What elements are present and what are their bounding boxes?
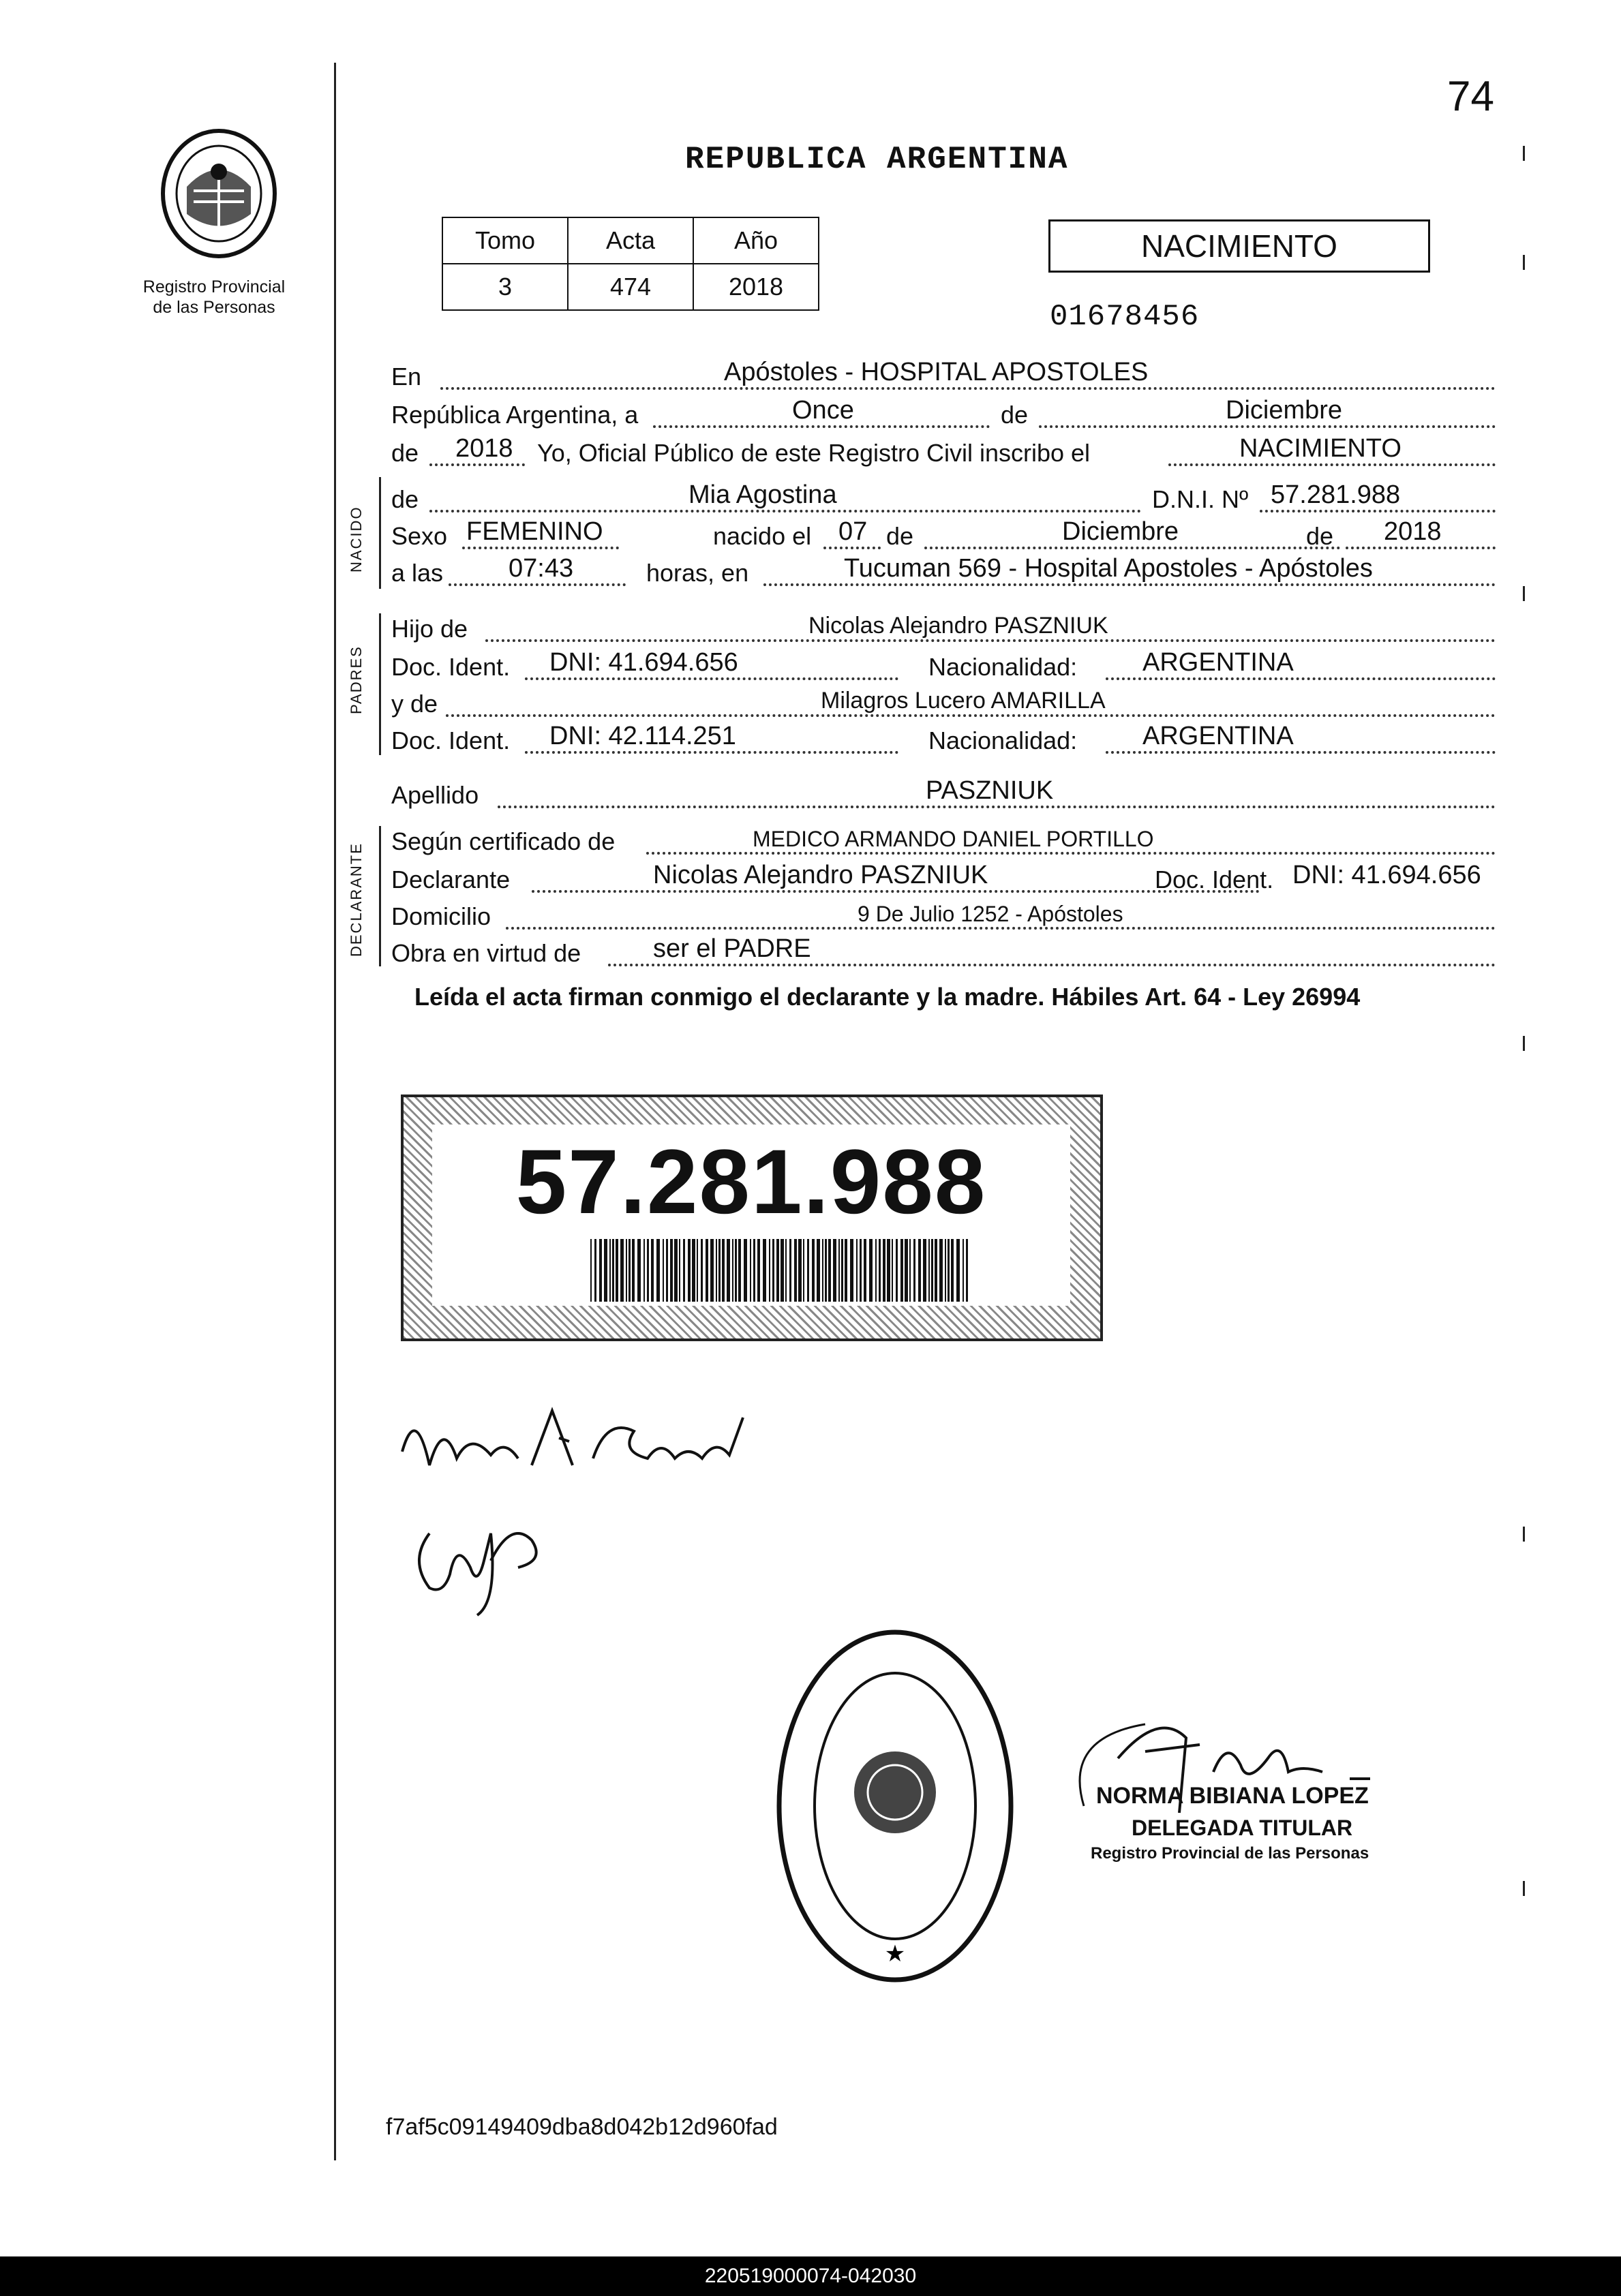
barcode-bar <box>735 1239 737 1302</box>
row-apellido <box>391 777 1496 814</box>
value-anio: 2018 <box>455 434 513 463</box>
barcode-bar <box>763 1239 766 1302</box>
dni-number-card <box>401 1095 1103 1341</box>
label-de: de <box>391 485 419 513</box>
dotted-fill <box>1106 751 1496 754</box>
barcode-bar <box>609 1239 611 1302</box>
value-apellido: PASZNIUK <box>926 776 1054 805</box>
edge-mark <box>1523 1527 1525 1542</box>
official-name: NORMA BIBIANA LOPEZ <box>1096 1783 1369 1809</box>
official-org: Registro Provincial de las Personas <box>1091 1844 1369 1863</box>
barcode-bar <box>706 1239 708 1302</box>
barcode-bar <box>656 1239 660 1302</box>
serial-number: 01678456 <box>1050 300 1200 334</box>
dni-card-inner <box>432 1124 1070 1306</box>
barcode-bar <box>833 1239 836 1302</box>
barcode-bar <box>887 1239 890 1302</box>
value-madre-doc: DNI: 42.114.251 <box>549 722 736 750</box>
barcode-bar <box>738 1239 741 1302</box>
row-padre-doc <box>391 649 1496 686</box>
value-padre-doc: DNI: 41.694.656 <box>549 648 738 677</box>
logo-caption <box>134 277 294 318</box>
label-republica: República Argentina, a <box>391 401 639 429</box>
legal-text: Leída el acta firman conmigo el declarante y la madre. Hábiles Art. 64 - Ley 26994 <box>414 983 1361 1011</box>
label-a-las: a las <box>391 559 444 587</box>
row-sexo <box>391 518 1496 555</box>
barcode-bar <box>616 1239 618 1302</box>
declarante-signature <box>389 1390 770 1496</box>
dotted-fill <box>608 964 1496 966</box>
declarante-bracket <box>379 826 381 966</box>
barcode-bar <box>727 1239 730 1302</box>
value-domicilio: 9 De Julio 1252 - Apóstoles <box>858 902 1123 926</box>
dotted-fill <box>506 927 1496 930</box>
barcode-bar <box>663 1239 664 1302</box>
barcode-bar <box>951 1239 954 1302</box>
barcode-bar <box>822 1239 823 1302</box>
edge-mark <box>1523 1036 1525 1051</box>
edge-mark <box>1523 586 1525 601</box>
record-type-box: NACIMIENTO <box>1048 219 1430 273</box>
barcode-bar <box>945 1239 946 1302</box>
barcode-bar <box>923 1239 926 1302</box>
barcode-bar <box>794 1239 797 1302</box>
barcode-bar <box>939 1239 943 1302</box>
dotted-fill <box>525 677 898 680</box>
value-hora: 07:43 <box>509 554 574 583</box>
barcode-graphic <box>590 1239 972 1302</box>
value-nacido-mes: Diciembre <box>1062 517 1179 546</box>
dotted-fill <box>532 890 1260 893</box>
register-value: 2018 <box>693 264 819 310</box>
barcode-bar <box>781 1239 784 1302</box>
row-madre-doc <box>391 722 1496 759</box>
register-value: 474 <box>568 264 693 310</box>
dotted-fill <box>440 387 1496 390</box>
barcode-bar <box>670 1239 673 1302</box>
barcode-bar <box>753 1239 755 1302</box>
value-lugar-nacimiento: Tucuman 569 - Hospital Apostoles - Apóstoles <box>844 554 1373 583</box>
padres-bracket <box>379 613 381 755</box>
footer-code-bar: 220519000074-042030 <box>0 2256 1621 2296</box>
value-madre-nacionalidad: ARGENTINA <box>1142 722 1294 750</box>
barcode-bar <box>683 1239 685 1302</box>
barcode-bar <box>856 1239 858 1302</box>
row-hora <box>391 555 1496 592</box>
value-declarante-doc: DNI: 41.694.656 <box>1292 861 1481 889</box>
barcode-bar <box>757 1239 760 1302</box>
value-sexo: FEMENINO <box>466 517 603 546</box>
value-nacido-anio: 2018 <box>1384 517 1442 546</box>
value-acto: NACIMIENTO <box>1239 434 1402 463</box>
label-de: de <box>391 439 419 467</box>
barcode-bar <box>963 1239 964 1302</box>
label-nacido-el: nacido el <box>713 522 812 550</box>
barcode-bar <box>948 1239 950 1302</box>
side-label-nacido: NACIDO <box>348 506 365 572</box>
barcode-bar <box>896 1239 898 1302</box>
barcode-bar <box>626 1239 627 1302</box>
page-number: 74 <box>1447 73 1494 120</box>
dotted-fill <box>653 425 990 428</box>
barcode-bar <box>841 1239 843 1302</box>
svg-text:★: ★ <box>884 1940 906 1968</box>
barcode-bar <box>772 1239 774 1302</box>
barcode-bar <box>905 1239 908 1302</box>
margin-line <box>334 63 336 2160</box>
value-certificado: MEDICO ARMANDO DANIEL PORTILLO <box>753 827 1154 851</box>
value-declarante: Nicolas Alejandro PASZNIUK <box>653 861 988 889</box>
nacido-bracket <box>379 477 381 589</box>
barcode-bar <box>817 1239 820 1302</box>
value-dni: 57.281.988 <box>1271 480 1401 509</box>
value-nombre: Mia Agostina <box>688 480 837 509</box>
official-role: DELEGADA TITULAR <box>1132 1816 1353 1840</box>
dni-card-number: 57.281.988 <box>515 1131 987 1233</box>
barcode-bar <box>744 1239 747 1302</box>
barcode-bar <box>612 1239 614 1302</box>
dotted-fill <box>1039 425 1496 428</box>
barcode-bar <box>966 1239 968 1302</box>
label-en: En <box>391 363 422 391</box>
barcode-bar <box>931 1239 933 1302</box>
barcode-bar <box>803 1239 804 1302</box>
barcode-bar <box>732 1239 733 1302</box>
label-sexo: Sexo <box>391 522 448 550</box>
dotted-fill <box>462 547 619 549</box>
barcode-bar <box>776 1239 779 1302</box>
dotted-fill <box>823 547 881 549</box>
logo-caption-line2: de las Personas <box>153 298 275 317</box>
register-value: 3 <box>442 264 568 310</box>
barcode-bar <box>883 1239 885 1302</box>
barcode-bar <box>875 1239 877 1302</box>
row-domicilio <box>391 898 1496 935</box>
barcode-bar <box>769 1239 770 1302</box>
dotted-fill <box>924 547 1340 549</box>
dotted-fill <box>449 583 626 586</box>
row-certificado <box>391 823 1496 860</box>
barcode-bar <box>825 1239 827 1302</box>
label-doc-ident: Doc. Ident. <box>1155 866 1274 893</box>
value-mes: Diciembre <box>1226 396 1343 425</box>
province-crest-logo <box>154 125 284 262</box>
barcode-bar <box>892 1239 893 1302</box>
barcode-bar <box>860 1239 862 1302</box>
barcode-bar <box>594 1239 596 1302</box>
dotted-fill <box>525 751 898 754</box>
dotted-fill <box>1260 510 1496 512</box>
registry-seal <box>769 1622 1021 1993</box>
barcode-bar <box>701 1239 703 1302</box>
barcode-bar <box>900 1239 903 1302</box>
document-hash: f7af5c09149409dba8d042b12d960fad <box>386 2114 778 2140</box>
barcode-bar <box>620 1239 624 1302</box>
value-nacido-dia: 07 <box>838 517 868 546</box>
barcode-bar <box>812 1239 815 1302</box>
value-obra: ser el PADRE <box>653 934 811 963</box>
value-madre: Milagros Lucero AMARILLA <box>821 688 1106 714</box>
barcode-bar <box>688 1239 691 1302</box>
barcode-bar <box>666 1239 668 1302</box>
register-value-row <box>442 264 819 310</box>
barcode-bar <box>697 1239 698 1302</box>
dotted-fill <box>429 510 1141 512</box>
register-header: Acta <box>568 217 693 264</box>
barcode-bar <box>692 1239 695 1302</box>
row-nombre <box>391 481 1496 518</box>
row-acto <box>391 435 1496 472</box>
barcode-bar <box>628 1239 631 1302</box>
label-hijo-de: Hijo de <box>391 615 468 643</box>
barcode-bar <box>604 1239 607 1302</box>
label-y-de: y de <box>391 690 438 718</box>
barcode-bar <box>845 1239 847 1302</box>
row-madre <box>391 686 1496 722</box>
barcode-bar <box>785 1239 787 1302</box>
barcode-bar <box>637 1239 641 1302</box>
barcode-bar <box>918 1239 921 1302</box>
barcode-bar <box>956 1239 960 1302</box>
label-doc-ident: Doc. Ident. <box>391 726 511 754</box>
barcode-bar <box>828 1239 831 1302</box>
barcode-bar <box>928 1239 930 1302</box>
barcode-bar <box>710 1239 714 1302</box>
barcode-bar <box>935 1239 937 1302</box>
barcode-bar <box>909 1239 911 1302</box>
dotted-fill <box>1168 463 1496 466</box>
row-declarante <box>391 861 1496 898</box>
label-declarante: Declarante <box>391 866 511 893</box>
row-lugar <box>391 358 1496 395</box>
dotted-fill <box>1106 677 1496 680</box>
barcode-bar <box>674 1239 678 1302</box>
register-header-row <box>442 217 819 264</box>
barcode-bar <box>651 1239 654 1302</box>
barcode-bar <box>864 1239 866 1302</box>
barcode-bar <box>913 1239 915 1302</box>
label-nacionalidad: Nacionalidad: <box>928 653 1078 681</box>
row-fecha <box>391 397 1496 433</box>
side-label-padres: PADRES <box>348 645 365 714</box>
dotted-fill <box>646 852 1496 855</box>
value-dia: Once <box>792 396 854 425</box>
label-doc-ident: Doc. Ident. <box>391 653 511 681</box>
barcode-bar <box>590 1239 592 1302</box>
label-de: de <box>886 522 914 550</box>
barcode-bar <box>807 1239 809 1302</box>
barcode-bar <box>647 1239 649 1302</box>
logo-caption-line1: Registro Provincial <box>142 277 286 296</box>
side-label-declarante: DECLARANTE <box>348 842 365 957</box>
label-de: de <box>1306 522 1334 550</box>
barcode-bar <box>869 1239 873 1302</box>
label-horas-en: horas, en <box>646 559 749 587</box>
dotted-fill <box>498 806 1496 808</box>
barcode-bar <box>643 1239 645 1302</box>
madre-signature <box>402 1493 566 1625</box>
label-nacionalidad: Nacionalidad: <box>928 726 1078 754</box>
label-segun: Según certificado de <box>391 827 616 855</box>
barcode-bar <box>798 1239 802 1302</box>
register-header: Tomo <box>442 217 568 264</box>
barcode-bar <box>850 1239 853 1302</box>
dotted-fill <box>429 463 525 466</box>
label-yo: Yo, Oficial Público de este Registro Civil inscribo el <box>537 439 1091 467</box>
dotted-fill <box>446 714 1496 717</box>
barcode-bar <box>789 1239 791 1302</box>
row-obra <box>391 935 1496 972</box>
barcode-bar <box>716 1239 717 1302</box>
label-obra: Obra en virtud de <box>391 939 581 967</box>
barcode-bar <box>838 1239 840 1302</box>
value-lugar: Apóstoles - HOSPITAL APOSTOLES <box>724 358 1149 386</box>
label-domicilio: Domicilio <box>391 902 491 930</box>
barcode-bar <box>750 1239 751 1302</box>
barcode-bar <box>879 1239 881 1302</box>
value-padre: Nicolas Alejandro PASZNIUK <box>808 613 1108 639</box>
value-padre-nacionalidad: ARGENTINA <box>1142 648 1294 677</box>
barcode-bar <box>718 1239 721 1302</box>
barcode-bar <box>632 1239 635 1302</box>
barcode-bar <box>722 1239 725 1302</box>
label-de: de <box>1001 401 1029 429</box>
row-padre <box>391 611 1496 647</box>
register-header: Año <box>693 217 819 264</box>
edge-mark <box>1523 146 1525 161</box>
label-apellido: Apellido <box>391 781 479 809</box>
edge-mark <box>1523 1881 1525 1896</box>
register-table <box>442 217 819 311</box>
barcode-bar <box>679 1239 680 1302</box>
document-title: REPUBLICA ARGENTINA <box>685 142 1069 177</box>
dotted-fill <box>485 639 1496 642</box>
edge-mark <box>1523 255 1525 270</box>
dotted-fill <box>763 583 1496 586</box>
barcode-bar <box>599 1239 602 1302</box>
label-dni: D.N.I. Nº <box>1152 485 1249 513</box>
dotted-fill <box>1346 547 1496 549</box>
